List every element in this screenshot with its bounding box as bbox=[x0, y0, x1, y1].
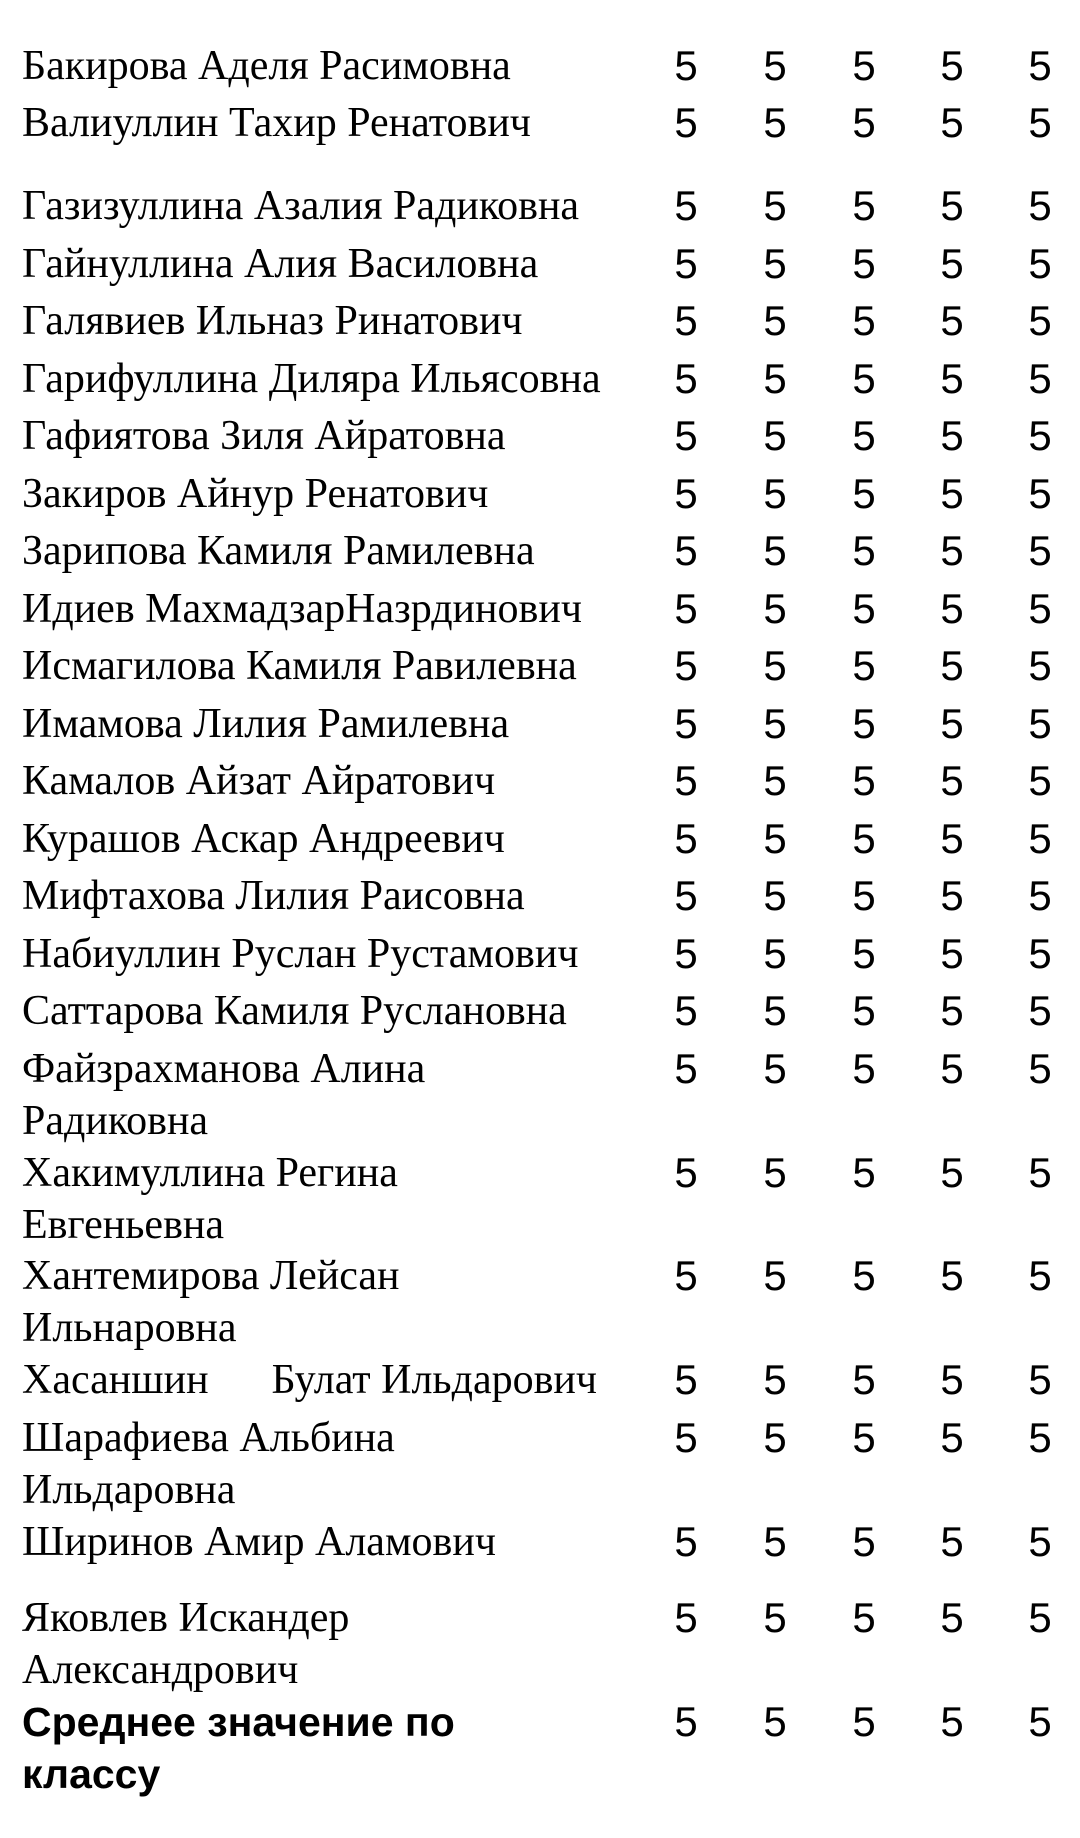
grade-cell: 5 bbox=[940, 1698, 964, 1745]
grade-cell: 5 bbox=[674, 1252, 698, 1299]
student-name: Курашов Аскар Андреевич bbox=[22, 816, 505, 862]
grade-cell: 5 bbox=[1028, 1252, 1052, 1299]
student-name: Гайнуллина Алия Василовна bbox=[22, 241, 539, 287]
grade-cell: 5 bbox=[763, 1356, 787, 1403]
grade-cell: 5 bbox=[763, 470, 787, 517]
grade-cell: 5 bbox=[852, 1518, 876, 1565]
student-name: Имамова Лилия Рамилевна bbox=[22, 701, 510, 747]
student-name: Саттарова Камиля Руслановна bbox=[22, 988, 567, 1034]
grade-cell: 5 bbox=[763, 182, 787, 229]
grade-cell: 5 bbox=[940, 987, 964, 1034]
grade-cell: 5 bbox=[763, 527, 787, 574]
grade-cell: 5 bbox=[763, 1414, 787, 1461]
grade-cell: 5 bbox=[1028, 470, 1052, 517]
grade-cell: 5 bbox=[674, 99, 698, 146]
grade-cell: 5 bbox=[852, 42, 876, 89]
grade-cell: 5 bbox=[763, 585, 787, 632]
grade-cell: 5 bbox=[674, 642, 698, 689]
grade-cell: 5 bbox=[1028, 1356, 1052, 1403]
grade-cell: 5 bbox=[852, 182, 876, 229]
grade-cell: 5 bbox=[940, 585, 964, 632]
grade-cell: 5 bbox=[1028, 815, 1052, 862]
grade-cell: 5 bbox=[674, 1149, 698, 1196]
grade-cell: 5 bbox=[852, 815, 876, 862]
grade-cell: 5 bbox=[852, 470, 876, 517]
student-name: Камалов Айзат Айратович bbox=[22, 758, 496, 804]
grade-cell: 5 bbox=[763, 700, 787, 747]
grade-cell: 5 bbox=[763, 815, 787, 862]
grade-cell: 5 bbox=[674, 872, 698, 919]
grade-cell: 5 bbox=[852, 585, 876, 632]
grade-cell: 5 bbox=[1028, 1698, 1052, 1745]
grade-cell: 5 bbox=[1028, 987, 1052, 1034]
grade-cell: 5 bbox=[852, 757, 876, 804]
student-name: Набиуллин Руслан Рустамович bbox=[22, 931, 579, 977]
student-name: Закиров Айнур Ренатович bbox=[22, 471, 489, 517]
grade-cell: 5 bbox=[763, 1698, 787, 1745]
grade-cell: 5 bbox=[1028, 42, 1052, 89]
grade-cell: 5 bbox=[940, 872, 964, 919]
grade-cell: 5 bbox=[674, 1518, 698, 1565]
grade-cell: 5 bbox=[1028, 240, 1052, 287]
grade-cell: 5 bbox=[674, 815, 698, 862]
grade-cell: 5 bbox=[852, 527, 876, 574]
grade-cell: 5 bbox=[1028, 930, 1052, 977]
grade-cell: 5 bbox=[763, 1518, 787, 1565]
grade-cell: 5 bbox=[852, 642, 876, 689]
grade-cell: 5 bbox=[852, 1414, 876, 1461]
grade-cell: 5 bbox=[852, 1356, 876, 1403]
student-name: Гафиятова Зиля Айратовна bbox=[22, 413, 506, 459]
grade-cell: 5 bbox=[940, 1045, 964, 1092]
grade-cell: 5 bbox=[852, 355, 876, 402]
student-name: Валиуллин Тахир Ренатович bbox=[22, 100, 531, 146]
grade-cell: 5 bbox=[674, 757, 698, 804]
grade-cell: 5 bbox=[674, 1698, 698, 1745]
grade-cell: 5 bbox=[940, 815, 964, 862]
grade-cell: 5 bbox=[940, 1518, 964, 1565]
grade-cell: 5 bbox=[1028, 1045, 1052, 1092]
grade-cell: 5 bbox=[674, 470, 698, 517]
grade-cell: 5 bbox=[763, 42, 787, 89]
grade-cell: 5 bbox=[674, 585, 698, 632]
grade-cell: 5 bbox=[940, 700, 964, 747]
grade-cell: 5 bbox=[674, 355, 698, 402]
grade-cell: 5 bbox=[1028, 757, 1052, 804]
grade-cell: 5 bbox=[940, 297, 964, 344]
grade-cell: 5 bbox=[852, 700, 876, 747]
grade-cell: 5 bbox=[852, 1149, 876, 1196]
student-name: Хасаншин Булат Ильдарович bbox=[22, 1357, 598, 1403]
student-name: Шарафиева Альбина Ильдаровна bbox=[22, 1415, 395, 1513]
grade-cell: 5 bbox=[940, 1149, 964, 1196]
student-name: Мифтахова Лилия Раисовна bbox=[22, 873, 525, 919]
grade-cell: 5 bbox=[763, 757, 787, 804]
student-name: Газизуллина Азалия Радиковна bbox=[22, 183, 580, 229]
student-name: Галявиев Ильназ Ринатович bbox=[22, 298, 523, 344]
grade-cell: 5 bbox=[1028, 585, 1052, 632]
grade-cell: 5 bbox=[940, 1594, 964, 1641]
student-name: Хакимуллина Регина Евгеньевна bbox=[22, 1150, 398, 1248]
grade-cell: 5 bbox=[940, 642, 964, 689]
grade-cell: 5 bbox=[940, 412, 964, 459]
grade-cell: 5 bbox=[674, 240, 698, 287]
grade-cell: 5 bbox=[1028, 700, 1052, 747]
grade-cell: 5 bbox=[674, 1356, 698, 1403]
grade-cell: 5 bbox=[674, 297, 698, 344]
grade-cell: 5 bbox=[940, 240, 964, 287]
grade-cell: 5 bbox=[763, 642, 787, 689]
grade-cell: 5 bbox=[674, 182, 698, 229]
grade-cell: 5 bbox=[674, 700, 698, 747]
grade-cell: 5 bbox=[1028, 1518, 1052, 1565]
student-name: Гарифуллина Диляра Ильясовна bbox=[22, 356, 601, 402]
summary-label: Среднее значение по классу bbox=[22, 1699, 455, 1797]
grade-cell: 5 bbox=[940, 527, 964, 574]
student-name: Бакирова Аделя Расимовна bbox=[22, 43, 511, 89]
grade-cell: 5 bbox=[1028, 99, 1052, 146]
grade-cell: 5 bbox=[763, 987, 787, 1034]
grade-cell: 5 bbox=[940, 1252, 964, 1299]
grade-cell: 5 bbox=[1028, 1149, 1052, 1196]
grade-cell: 5 bbox=[1028, 355, 1052, 402]
grade-cell: 5 bbox=[1028, 872, 1052, 919]
grade-cell: 5 bbox=[852, 987, 876, 1034]
grade-cell: 5 bbox=[674, 42, 698, 89]
grade-cell: 5 bbox=[674, 987, 698, 1034]
grade-cell: 5 bbox=[1028, 182, 1052, 229]
grade-cell: 5 bbox=[674, 930, 698, 977]
grade-cell: 5 bbox=[763, 872, 787, 919]
grade-cell: 5 bbox=[763, 355, 787, 402]
grade-cell: 5 bbox=[763, 930, 787, 977]
student-name: Яковлев Искандер Александрович bbox=[22, 1595, 350, 1693]
grade-cell: 5 bbox=[852, 1698, 876, 1745]
grade-cell: 5 bbox=[1028, 642, 1052, 689]
grade-cell: 5 bbox=[1028, 297, 1052, 344]
grade-cell: 5 bbox=[763, 99, 787, 146]
grade-cell: 5 bbox=[940, 182, 964, 229]
grade-cell: 5 bbox=[674, 412, 698, 459]
grade-cell: 5 bbox=[940, 355, 964, 402]
grade-cell: 5 bbox=[674, 527, 698, 574]
grade-cell: 5 bbox=[852, 1252, 876, 1299]
student-name: Файзрахманова Алина Радиковна bbox=[22, 1046, 426, 1144]
grade-cell: 5 bbox=[940, 42, 964, 89]
grade-cell: 5 bbox=[674, 1594, 698, 1641]
student-name: Идиев МахмадзарНазрдинович bbox=[22, 586, 582, 632]
grade-cell: 5 bbox=[852, 297, 876, 344]
student-name: Ширинов Амир Аламович bbox=[22, 1519, 496, 1565]
grade-cell: 5 bbox=[940, 1414, 964, 1461]
grade-cell: 5 bbox=[940, 757, 964, 804]
student-name: Исмагилова Камиля Равилевна bbox=[22, 643, 577, 689]
grade-cell: 5 bbox=[1028, 412, 1052, 459]
grade-cell: 5 bbox=[852, 872, 876, 919]
student-name: Зарипова Камиля Рамилевна bbox=[22, 528, 535, 574]
grade-cell: 5 bbox=[940, 1356, 964, 1403]
grade-cell: 5 bbox=[852, 1594, 876, 1641]
grade-cell: 5 bbox=[940, 930, 964, 977]
grade-cell: 5 bbox=[763, 1045, 787, 1092]
grade-cell: 5 bbox=[1028, 1594, 1052, 1641]
grade-cell: 5 bbox=[763, 240, 787, 287]
grade-cell: 5 bbox=[763, 1149, 787, 1196]
grade-cell: 5 bbox=[940, 470, 964, 517]
student-name: Хантемирова Лейсан Ильнаровна bbox=[22, 1253, 400, 1351]
grade-cell: 5 bbox=[940, 99, 964, 146]
grade-cell: 5 bbox=[674, 1045, 698, 1092]
grade-cell: 5 bbox=[763, 412, 787, 459]
grade-cell: 5 bbox=[852, 240, 876, 287]
grade-cell: 5 bbox=[1028, 527, 1052, 574]
grade-cell: 5 bbox=[852, 99, 876, 146]
grade-cell: 5 bbox=[674, 1414, 698, 1461]
grade-cell: 5 bbox=[852, 930, 876, 977]
grade-cell: 5 bbox=[1028, 1414, 1052, 1461]
grade-cell: 5 bbox=[852, 1045, 876, 1092]
grade-cell: 5 bbox=[763, 1594, 787, 1641]
grade-cell: 5 bbox=[763, 297, 787, 344]
grade-cell: 5 bbox=[763, 1252, 787, 1299]
grade-cell: 5 bbox=[852, 412, 876, 459]
